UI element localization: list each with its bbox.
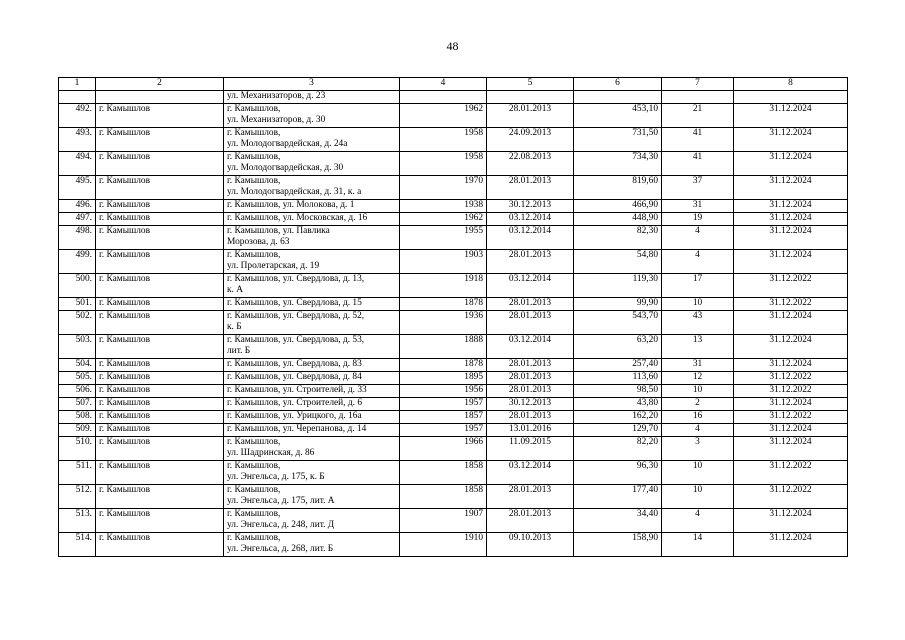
area-cell: 113,60 (574, 372, 662, 385)
address-line: г. Камышлов, ул. Московская, д. 16 (227, 213, 368, 223)
year-cell: 1938 (400, 200, 487, 213)
count-cell: 4 (662, 226, 734, 250)
address-cell (224, 424, 400, 437)
term-cell: 31.12.2022 (734, 274, 848, 298)
date-cell: 03.12.2014 (487, 226, 574, 250)
term-cell: 31.12.2024 (734, 359, 848, 372)
area-cell: 448,90 (574, 213, 662, 226)
row-number-cell: 510. (59, 437, 96, 461)
table-row (59, 311, 848, 335)
area-cell: 54,80 (574, 250, 662, 274)
table-row (59, 200, 848, 213)
address-cell (224, 226, 400, 250)
city-cell: г. Камышлов (96, 424, 224, 437)
address-cell (224, 398, 400, 411)
count-cell: 21 (662, 104, 734, 128)
year-cell: 1878 (400, 359, 487, 372)
count-cell: 10 (662, 461, 734, 485)
row-number-cell: 492. (59, 104, 96, 128)
row-number-cell: 494. (59, 152, 96, 176)
table-row (59, 274, 848, 298)
city-cell: г. Камышлов (96, 372, 224, 385)
address-line: г. Камышлов, ул. Строителей, д. 6 (227, 398, 363, 408)
term-cell: 31.12.2024 (734, 398, 848, 411)
term-cell: 31.12.2024 (734, 509, 848, 533)
city-cell: г. Камышлов (96, 533, 224, 557)
address-line: г. Камышлов, ул. Павлика (227, 226, 330, 236)
address-line: г. Камышлов, (227, 509, 281, 519)
count-cell: 19 (662, 213, 734, 226)
page-number: 48 (446, 39, 459, 53)
address-line: г. Камышлов, (227, 176, 281, 186)
area-cell: 819,60 (574, 176, 662, 200)
row-number-cell: 502. (59, 311, 96, 335)
city-cell: г. Камышлов (96, 461, 224, 485)
address-line: ул. Молодогвардейская, д. 31, к. а (227, 187, 362, 198)
area-cell: 257,40 (574, 359, 662, 372)
row-number-cell: 514. (59, 533, 96, 557)
city-cell: г. Камышлов (96, 250, 224, 274)
table-row (59, 398, 848, 411)
table-row (59, 335, 848, 359)
address-cell (224, 274, 400, 298)
table-row (59, 176, 848, 200)
count-cell: 4 (662, 509, 734, 533)
address-line: г. Камышлов, ул. Молокова, д. 1 (227, 200, 355, 210)
address-cell (224, 385, 400, 398)
continuation-row (59, 91, 848, 104)
row-number-cell: 511. (59, 461, 96, 485)
address-line: г. Камышлов, ул. Урицкого, д. 16а (227, 411, 362, 421)
count-cell: 37 (662, 176, 734, 200)
year-cell: 1910 (400, 533, 487, 557)
address-line: ул. Молодогвардейская, д. 24а (227, 139, 348, 150)
area-cell: 177,40 (574, 485, 662, 509)
city-cell: г. Камышлов (96, 213, 224, 226)
term-cell: 31.12.2022 (734, 485, 848, 509)
city-cell: г. Камышлов (96, 298, 224, 311)
table-row (59, 533, 848, 557)
area-cell (574, 91, 662, 104)
city-cell: г. Камышлов (96, 226, 224, 250)
address-line: г. Камышлов, (227, 250, 281, 260)
table-row (59, 485, 848, 509)
address-line: г. Камышлов, ул. Свердлова, д. 83 (227, 359, 362, 369)
address-cell (224, 104, 400, 128)
column-header: 8 (734, 78, 848, 91)
address-cell (224, 250, 400, 274)
area-cell: 466,90 (574, 200, 662, 213)
term-cell: 31.12.2024 (734, 213, 848, 226)
address-cell (224, 461, 400, 485)
row-number-cell: 501. (59, 298, 96, 311)
term-cell: 31.12.2024 (734, 311, 848, 335)
area-cell: 99,90 (574, 298, 662, 311)
area-cell: 129,70 (574, 424, 662, 437)
count-cell: 41 (662, 128, 734, 152)
address-cell (224, 485, 400, 509)
address-cell (224, 359, 400, 372)
row-number-cell (59, 91, 96, 104)
year-cell (400, 91, 487, 104)
date-cell: 28.01.2013 (487, 385, 574, 398)
address-line: ул. Механизаторов, д. 23 (227, 91, 326, 101)
count-cell: 2 (662, 398, 734, 411)
area-cell: 731,50 (574, 128, 662, 152)
date-cell: 28.01.2013 (487, 176, 574, 200)
city-cell: г. Камышлов (96, 128, 224, 152)
row-number-cell: 500. (59, 274, 96, 298)
column-number-row (59, 78, 848, 91)
term-cell: 31.12.2024 (734, 335, 848, 359)
column-header: 5 (487, 78, 574, 91)
row-number-cell: 509. (59, 424, 96, 437)
area-cell: 162,20 (574, 411, 662, 424)
year-cell: 1956 (400, 385, 487, 398)
year-cell: 1857 (400, 411, 487, 424)
table-row (59, 213, 848, 226)
date-cell: 09.10.2013 (487, 533, 574, 557)
address-line: к. А (227, 285, 244, 296)
city-cell: г. Камышлов (96, 437, 224, 461)
year-cell: 1955 (400, 226, 487, 250)
term-cell: 31.12.2024 (734, 437, 848, 461)
city-cell: г. Камышлов (96, 274, 224, 298)
row-number-cell: 499. (59, 250, 96, 274)
city-cell: г. Камышлов (96, 200, 224, 213)
row-number-cell: 508. (59, 411, 96, 424)
count-cell: 31 (662, 200, 734, 213)
city-cell: г. Камышлов (96, 509, 224, 533)
table-row (59, 385, 848, 398)
date-cell: 13.01.2016 (487, 424, 574, 437)
date-cell: 03.12.2014 (487, 335, 574, 359)
city-cell: г. Камышлов (96, 398, 224, 411)
address-line: лит. Б (227, 346, 251, 357)
table-row (59, 424, 848, 437)
address-line: г. Камышлов, ул. Свердлова, д. 84 (227, 372, 362, 382)
date-cell: 11.09.2015 (487, 437, 574, 461)
address-line: ул. Механизаторов, д. 30 (227, 115, 326, 126)
date-cell (487, 91, 574, 104)
area-cell: 119,30 (574, 274, 662, 298)
year-cell: 1858 (400, 461, 487, 485)
city-cell: г. Камышлов (96, 411, 224, 424)
term-cell: 31.12.2024 (734, 250, 848, 274)
year-cell: 1895 (400, 372, 487, 385)
address-line: г. Камышлов, (227, 128, 281, 138)
year-cell: 1962 (400, 104, 487, 128)
address-line: ул. Энгельса, д. 175, лит. А (227, 496, 335, 507)
term-cell: 31.12.2024 (734, 128, 848, 152)
area-cell: 63,20 (574, 335, 662, 359)
count-cell: 12 (662, 372, 734, 385)
row-number-cell: 498. (59, 226, 96, 250)
address-line: г. Камышлов, (227, 437, 281, 447)
address-line: ул. Энгельса, д. 268, лит. Б (227, 544, 334, 555)
date-cell: 28.01.2013 (487, 298, 574, 311)
year-cell: 1970 (400, 176, 487, 200)
address-cell (224, 152, 400, 176)
table-row (59, 372, 848, 385)
address-line: г. Камышлов, (227, 461, 281, 471)
column-header: 2 (96, 78, 224, 91)
column-header: 7 (662, 78, 734, 91)
term-cell: 31.12.2024 (734, 200, 848, 213)
date-cell: 28.01.2013 (487, 311, 574, 335)
row-number-cell: 504. (59, 359, 96, 372)
city-cell: г. Камышлов (96, 176, 224, 200)
address-cell (224, 335, 400, 359)
address-line: г. Камышлов, ул. Свердлова, д. 13, (227, 274, 365, 284)
address-cell (224, 91, 400, 104)
address-cell (224, 298, 400, 311)
area-cell: 43,80 (574, 398, 662, 411)
year-cell: 1918 (400, 274, 487, 298)
address-line: ул. Молодогвардейская, д. 30 (227, 163, 344, 174)
date-cell: 03.12.2014 (487, 274, 574, 298)
count-cell: 14 (662, 533, 734, 557)
row-number-cell: 496. (59, 200, 96, 213)
count-cell: 17 (662, 274, 734, 298)
term-cell: 31.12.2022 (734, 411, 848, 424)
year-cell: 1936 (400, 311, 487, 335)
year-cell: 1878 (400, 298, 487, 311)
address-line: г. Камышлов, (227, 533, 281, 543)
term-cell: 31.12.2022 (734, 385, 848, 398)
date-cell: 03.12.2014 (487, 213, 574, 226)
count-cell: 10 (662, 298, 734, 311)
row-number-cell: 497. (59, 213, 96, 226)
table-row (59, 250, 848, 274)
term-cell: 31.12.2024 (734, 424, 848, 437)
count-cell: 16 (662, 411, 734, 424)
year-cell: 1958 (400, 152, 487, 176)
count-cell: 13 (662, 335, 734, 359)
date-cell: 28.01.2013 (487, 411, 574, 424)
term-cell: 31.12.2024 (734, 104, 848, 128)
year-cell: 1888 (400, 335, 487, 359)
term-cell: 31.12.2022 (734, 461, 848, 485)
address-cell (224, 128, 400, 152)
table-row (59, 461, 848, 485)
year-cell: 1966 (400, 437, 487, 461)
area-cell: 158,90 (574, 533, 662, 557)
date-cell: 03.12.2014 (487, 461, 574, 485)
table-row (59, 509, 848, 533)
city-cell: г. Камышлов (96, 104, 224, 128)
row-number-cell: 503. (59, 335, 96, 359)
table-row (59, 152, 848, 176)
address-cell (224, 213, 400, 226)
city-cell: г. Камышлов (96, 385, 224, 398)
area-cell: 98,50 (574, 385, 662, 398)
row-number-cell: 513. (59, 509, 96, 533)
count-cell: 10 (662, 385, 734, 398)
area-cell: 96,30 (574, 461, 662, 485)
address-cell (224, 509, 400, 533)
row-number-cell: 512. (59, 485, 96, 509)
year-cell: 1907 (400, 509, 487, 533)
term-cell (734, 91, 848, 104)
address-cell (224, 372, 400, 385)
year-cell: 1903 (400, 250, 487, 274)
area-cell: 82,20 (574, 437, 662, 461)
address-line: к. Б (227, 322, 242, 333)
address-cell (224, 411, 400, 424)
term-cell: 31.12.2022 (734, 372, 848, 385)
date-cell: 30.12.2013 (487, 398, 574, 411)
year-cell: 1957 (400, 424, 487, 437)
row-number-cell: 507. (59, 398, 96, 411)
address-cell (224, 311, 400, 335)
column-header: 4 (400, 78, 487, 91)
table-row (59, 128, 848, 152)
table-row (59, 104, 848, 128)
count-cell: 41 (662, 152, 734, 176)
city-cell: г. Камышлов (96, 485, 224, 509)
row-number-cell: 505. (59, 372, 96, 385)
term-cell: 31.12.2024 (734, 176, 848, 200)
address-line: г. Камышлов, (227, 104, 281, 114)
table-row (59, 411, 848, 424)
table-row (59, 437, 848, 461)
housing-table (58, 77, 848, 557)
date-cell: 28.01.2013 (487, 104, 574, 128)
count-cell: 4 (662, 250, 734, 274)
column-header: 3 (224, 78, 400, 91)
year-cell: 1958 (400, 128, 487, 152)
row-number-cell: 495. (59, 176, 96, 200)
area-cell: 453,10 (574, 104, 662, 128)
address-line: г. Камышлов, ул. Строителей, д. 33 (227, 385, 367, 395)
area-cell: 543,70 (574, 311, 662, 335)
column-header: 6 (574, 78, 662, 91)
term-cell: 31.12.2024 (734, 152, 848, 176)
address-cell (224, 200, 400, 213)
column-header: 1 (59, 78, 96, 91)
date-cell: 28.01.2013 (487, 509, 574, 533)
city-cell: г. Камышлов (96, 359, 224, 372)
count-cell (662, 91, 734, 104)
area-cell: 34,40 (574, 509, 662, 533)
city-cell (96, 91, 224, 104)
date-cell: 24.09.2013 (487, 128, 574, 152)
date-cell: 28.01.2013 (487, 359, 574, 372)
address-line: ул. Шадринская, д. 86 (227, 448, 315, 459)
term-cell: 31.12.2024 (734, 533, 848, 557)
year-cell: 1957 (400, 398, 487, 411)
address-line: ул. Энгельса, д. 175, к. Б (227, 472, 325, 483)
count-cell: 3 (662, 437, 734, 461)
row-number-cell: 493. (59, 128, 96, 152)
table-row (59, 359, 848, 372)
address-line: г. Камышлов, (227, 152, 281, 162)
year-cell: 1962 (400, 213, 487, 226)
count-cell: 31 (662, 359, 734, 372)
year-cell: 1858 (400, 485, 487, 509)
address-cell (224, 437, 400, 461)
address-line: Морозова, д. 63 (227, 237, 290, 248)
area-cell: 734,30 (574, 152, 662, 176)
table-row (59, 298, 848, 311)
address-line: ул. Энгельса, д. 248, лит. Д (227, 520, 335, 531)
date-cell: 30.12.2013 (487, 200, 574, 213)
count-cell: 4 (662, 424, 734, 437)
date-cell: 22.08.2013 (487, 152, 574, 176)
address-line: ул. Пролетарская, д. 19 (227, 261, 320, 272)
city-cell: г. Камышлов (96, 311, 224, 335)
term-cell: 31.12.2022 (734, 298, 848, 311)
address-line: г. Камышлов, ул. Свердлова, д. 15 (227, 298, 362, 308)
city-cell: г. Камышлов (96, 335, 224, 359)
address-line: г. Камышлов, ул. Свердлова, д. 53, (227, 335, 365, 345)
term-cell: 31.12.2024 (734, 226, 848, 250)
count-cell: 10 (662, 485, 734, 509)
address-line: г. Камышлов, ул. Свердлова, д. 52, (227, 311, 365, 321)
table-row (59, 226, 848, 250)
row-number-cell: 506. (59, 385, 96, 398)
address-cell (224, 176, 400, 200)
address-line: г. Камышлов, (227, 485, 281, 495)
city-cell: г. Камышлов (96, 152, 224, 176)
date-cell: 28.01.2013 (487, 250, 574, 274)
date-cell: 28.01.2013 (487, 372, 574, 385)
area-cell: 82,30 (574, 226, 662, 250)
date-cell: 28.01.2013 (487, 485, 574, 509)
count-cell: 43 (662, 311, 734, 335)
address-line: г. Камышлов, ул. Черепанова, д. 14 (227, 424, 367, 434)
address-cell (224, 533, 400, 557)
